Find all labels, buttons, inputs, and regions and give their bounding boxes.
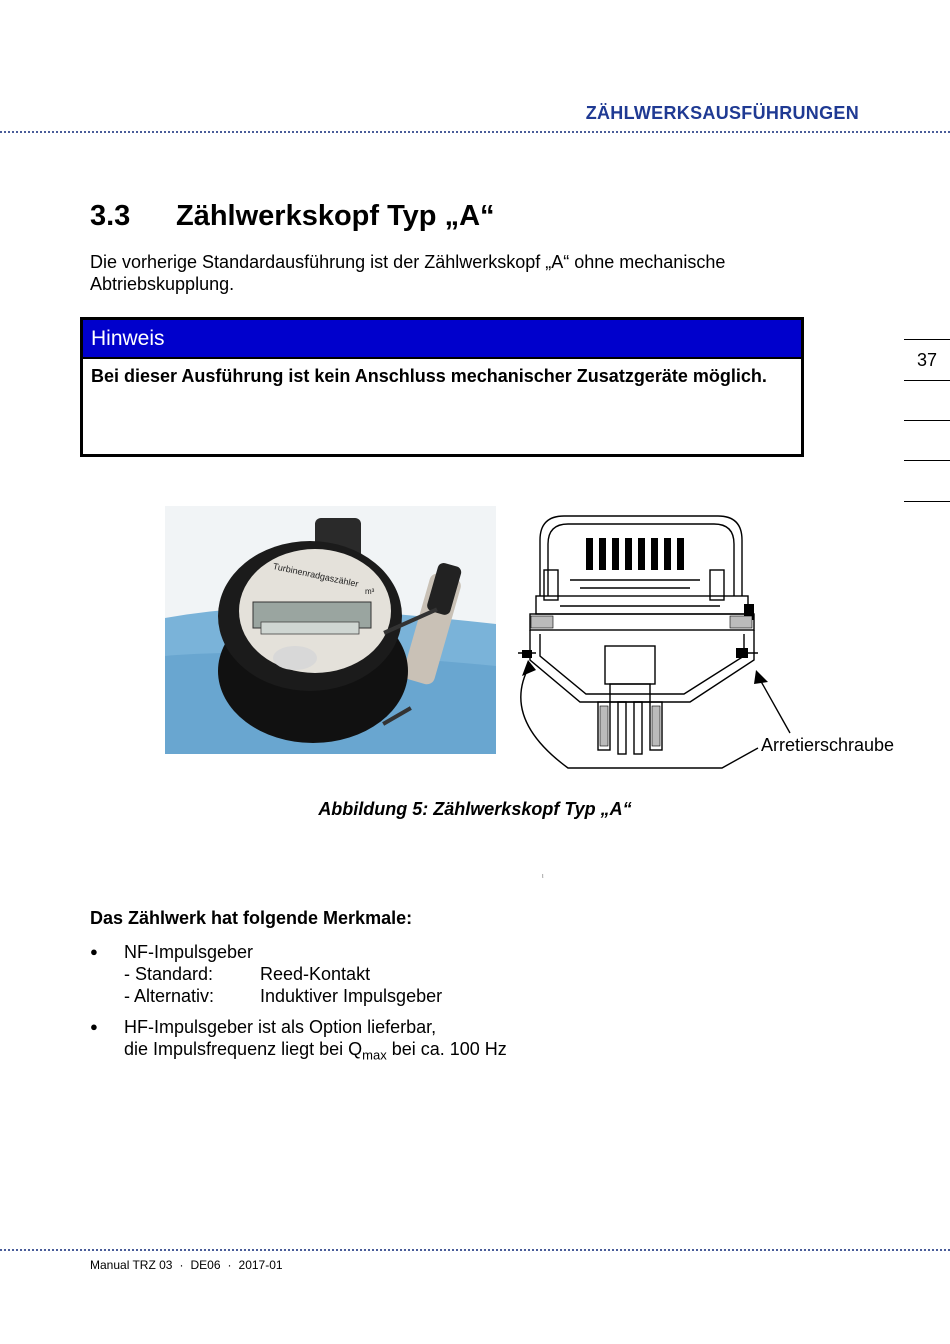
section-number: 3.3 <box>90 200 131 232</box>
bullet-text: NF-Impulsgeber <box>124 942 254 962</box>
arretierschraube-label: Arretierschraube <box>761 735 895 755</box>
list-item <box>90 1016 507 1067</box>
scan-mark: ι <box>542 873 544 880</box>
page-number: 37 <box>917 350 938 370</box>
footer: Manual TRZ 03 · DE06 · 2017-01 <box>90 1258 283 1272</box>
running-header: ZÄHLWERKSAUSFÜHRUNGEN <box>585 103 859 123</box>
bullet-text: HF-Impulsgeber ist als Option lieferbar, <box>124 1017 437 1037</box>
footer-lang: DE06 <box>190 1258 221 1272</box>
footer-date: 2017-01 <box>238 1258 283 1272</box>
sub-item: - Standard: Reed-Kontakt <box>124 964 371 984</box>
intro-paragraph: Die vorherige Standardausführung ist der Zählwerkskopf „A“ ohne mechanische Abtriebskupplung. <box>90 252 726 294</box>
photo-unit-label: m³ <box>365 587 375 596</box>
bullet-dot: ● <box>90 1019 98 1034</box>
bullet-dot: ● <box>90 944 98 959</box>
photo-dial-label: Turbinenradgaszähler <box>271 561 360 590</box>
figure-caption: Abbildung 5: Zählwerkskopf Typ „A“ <box>318 799 632 819</box>
section-title: Zählwerkskopf Typ „A“ <box>176 200 495 232</box>
bullet-text-line2: die Impulsfrequenz liegt bei $Q_{max}$ bei ca. 100 Hz <box>124 1039 507 1063</box>
hinweis-header: Hinweis <box>83 320 801 359</box>
footer-dotted-rule <box>0 1249 950 1251</box>
features-heading: Das Zählwerk hat folgende Merkmale: <box>90 908 413 928</box>
sub-item: - Alternativ: Induktiver Impulsgeber <box>124 986 443 1006</box>
list-item <box>90 941 443 1007</box>
hinweis-text: Bei dieser Ausführung ist kein Anschluss mechanischer Zusatzgeräte möglich. <box>91 366 767 386</box>
footer-manual: Manual TRZ 03 <box>90 1258 173 1272</box>
